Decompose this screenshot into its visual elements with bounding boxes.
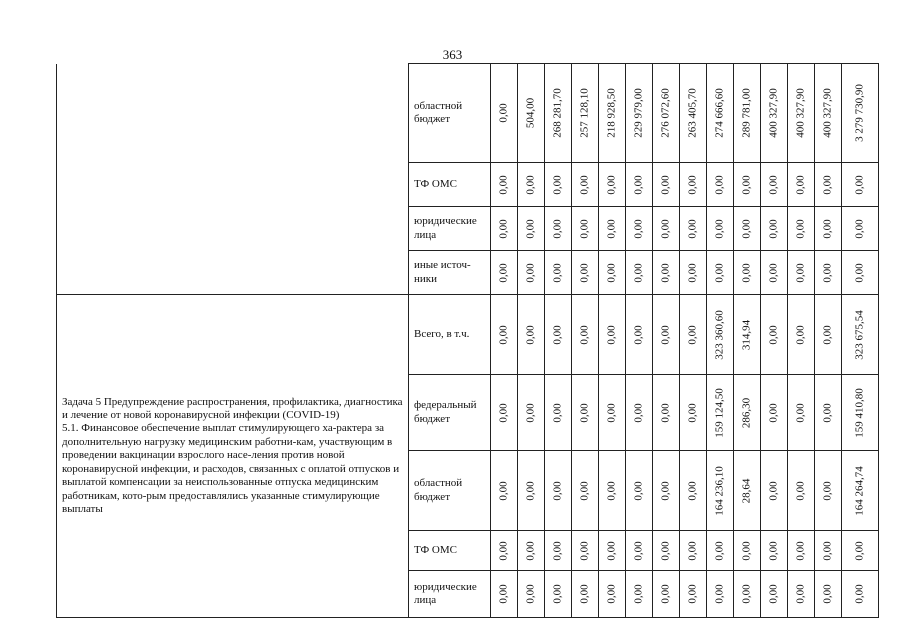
value-cell	[653, 295, 680, 375]
value-cell	[788, 531, 815, 571]
value-text: 28,64	[740, 478, 753, 503]
value-text: 0,00	[686, 262, 699, 283]
value-cell	[680, 571, 707, 618]
value-cell	[707, 64, 734, 163]
value-cell	[545, 207, 572, 251]
value-text: 0,00	[578, 402, 591, 423]
value-text: 286,30	[740, 397, 753, 428]
value-cell	[653, 571, 680, 618]
value-text: 0,00	[551, 584, 564, 604]
value-text: 0,00	[524, 584, 537, 604]
value-cell	[491, 451, 518, 531]
value-text: 0,00	[794, 584, 807, 604]
value-text: 0,00	[632, 218, 645, 239]
value-text: 0,00	[659, 218, 672, 239]
value-text: 0,00	[551, 480, 564, 501]
value-text: 0,00	[605, 218, 618, 239]
value-text: 159 410,80	[853, 387, 866, 438]
value-text: 0,00	[853, 218, 866, 239]
value-cell	[572, 531, 599, 571]
value-cell	[626, 571, 653, 618]
value-text: 274 666,60	[713, 88, 726, 138]
value-cell	[572, 207, 599, 251]
value-text: 0,00	[853, 584, 866, 604]
value-cell	[491, 207, 518, 251]
funding-source: юридические лица	[409, 207, 491, 251]
value-cell	[815, 531, 842, 571]
value-text: 0,00	[767, 262, 780, 283]
value-cell	[599, 295, 626, 375]
value-cell	[734, 531, 761, 571]
value-cell	[788, 163, 815, 207]
value-text: 314,94	[740, 319, 753, 350]
value-text: 0,00	[713, 218, 726, 239]
value-text: 0,00	[821, 584, 834, 604]
value-cell	[815, 571, 842, 618]
value-cell	[545, 531, 572, 571]
value-cell	[815, 375, 842, 451]
funding-source: ТФ ОМС	[409, 531, 491, 571]
value-text: 504,00	[524, 97, 537, 129]
value-text: 0,00	[853, 540, 866, 561]
value-text: 0,00	[497, 174, 510, 195]
value-cell	[518, 571, 545, 618]
value-cell	[842, 207, 879, 251]
value-cell	[842, 251, 879, 295]
value-cell	[680, 207, 707, 251]
value-cell	[734, 295, 761, 375]
value-cell	[815, 207, 842, 251]
value-cell	[626, 207, 653, 251]
value-text: 0,00	[686, 584, 699, 604]
value-cell	[680, 451, 707, 531]
blank-cell	[57, 64, 409, 295]
value-cell	[518, 451, 545, 531]
value-text: 0,00	[497, 218, 510, 239]
value-text: 0,00	[605, 480, 618, 501]
value-cell	[653, 64, 680, 163]
value-text: 0,00	[659, 480, 672, 501]
value-cell	[761, 64, 788, 163]
value-text: 0,00	[578, 540, 591, 561]
value-cell	[734, 207, 761, 251]
value-cell	[842, 451, 879, 531]
value-cell	[491, 163, 518, 207]
value-text: 0,00	[632, 174, 645, 195]
value-text: 164 236,10	[713, 465, 726, 516]
value-text: 0,00	[686, 540, 699, 561]
value-text: 218 928,50	[605, 88, 618, 138]
budget-table	[56, 63, 879, 618]
value-cell	[626, 64, 653, 163]
value-text: 0,00	[551, 262, 564, 283]
value-text: 400 327,90	[794, 88, 807, 138]
value-cell	[653, 163, 680, 207]
value-text: 0,00	[605, 402, 618, 423]
value-text: 0,00	[686, 218, 699, 239]
value-text: 0,00	[821, 402, 834, 423]
value-text: 0,00	[821, 262, 834, 283]
value-cell	[653, 251, 680, 295]
value-cell	[815, 64, 842, 163]
value-text: 0,00	[659, 540, 672, 561]
value-text: 0,00	[497, 324, 510, 345]
value-text: 0,00	[524, 480, 537, 501]
value-text: 0,00	[686, 402, 699, 423]
value-cell	[491, 251, 518, 295]
value-text: 0,00	[551, 324, 564, 345]
value-text: 0,00	[821, 480, 834, 501]
value-cell	[842, 375, 879, 451]
value-cell	[545, 571, 572, 618]
value-cell	[707, 531, 734, 571]
value-text: 0,00	[740, 540, 753, 561]
value-cell	[734, 251, 761, 295]
value-cell	[491, 375, 518, 451]
value-cell	[707, 375, 734, 451]
value-cell	[572, 163, 599, 207]
value-text: 0,00	[578, 218, 591, 239]
value-cell	[707, 163, 734, 207]
value-text: 289 781,00	[740, 88, 753, 138]
value-cell	[545, 295, 572, 375]
value-text: 0,00	[632, 584, 645, 604]
value-text: 257 128,10	[578, 88, 591, 138]
value-cell	[491, 571, 518, 618]
value-cell	[707, 207, 734, 251]
value-text: 0,00	[524, 402, 537, 423]
value-text: 268 281,70	[551, 88, 564, 138]
value-text: 0,00	[767, 402, 780, 423]
value-cell	[788, 64, 815, 163]
value-cell	[491, 64, 518, 163]
value-cell	[518, 531, 545, 571]
value-cell	[842, 64, 879, 163]
value-text: 0,00	[605, 584, 618, 604]
value-text: 0,00	[713, 540, 726, 561]
value-cell	[572, 451, 599, 531]
value-cell	[815, 451, 842, 531]
value-cell	[599, 163, 626, 207]
value-cell	[599, 207, 626, 251]
value-cell	[518, 163, 545, 207]
value-text: 0,00	[767, 174, 780, 195]
value-text: 0,00	[821, 324, 834, 345]
value-text: 0,00	[686, 174, 699, 195]
value-cell	[518, 295, 545, 375]
value-text: 0,00	[659, 324, 672, 345]
value-cell	[572, 571, 599, 618]
value-text: 0,00	[578, 480, 591, 501]
value-text: 0,00	[794, 262, 807, 283]
page-number: 363	[442, 47, 463, 62]
value-text: 0,00	[524, 262, 537, 283]
value-text: 0,00	[497, 103, 510, 123]
value-text: 0,00	[794, 174, 807, 195]
value-text: 0,00	[578, 174, 591, 195]
value-cell	[734, 451, 761, 531]
value-cell	[518, 375, 545, 451]
value-cell	[626, 295, 653, 375]
value-cell	[518, 207, 545, 251]
value-cell	[680, 295, 707, 375]
value-text: 0,00	[497, 540, 510, 561]
value-cell	[815, 251, 842, 295]
value-cell	[626, 163, 653, 207]
value-text: 229 979,00	[632, 88, 645, 138]
funding-source: областной бюджет	[409, 64, 491, 163]
funding-source: ТФ ОМС	[409, 163, 491, 207]
value-text: 0,00	[767, 584, 780, 604]
value-text: 400 327,90	[821, 88, 834, 138]
value-text: 0,00	[713, 262, 726, 283]
value-cell	[761, 251, 788, 295]
value-text: 0,00	[551, 540, 564, 561]
value-cell	[653, 451, 680, 531]
value-text: 0,00	[578, 262, 591, 283]
funding-source: Всего, в т.ч.	[409, 295, 491, 375]
value-cell	[599, 375, 626, 451]
value-cell	[788, 571, 815, 618]
value-cell	[788, 207, 815, 251]
value-cell	[842, 571, 879, 618]
value-cell	[788, 451, 815, 531]
value-text: 0,00	[605, 174, 618, 195]
value-cell	[599, 531, 626, 571]
value-text: 0,00	[853, 174, 866, 195]
value-cell	[653, 531, 680, 571]
value-cell	[545, 163, 572, 207]
value-text: 0,00	[794, 540, 807, 561]
value-text: 0,00	[632, 324, 645, 345]
value-text: 0,00	[659, 402, 672, 423]
value-text: 0,00	[497, 584, 510, 604]
value-cell	[707, 251, 734, 295]
value-text: 0,00	[524, 324, 537, 345]
value-text: 3 279 730,90	[853, 84, 866, 142]
value-cell	[545, 251, 572, 295]
value-text: 0,00	[551, 174, 564, 195]
value-text: 0,00	[821, 540, 834, 561]
value-text: 0,00	[578, 324, 591, 345]
value-cell	[842, 295, 879, 375]
value-cell	[788, 295, 815, 375]
value-text: 0,00	[740, 174, 753, 195]
value-text: 0,00	[767, 480, 780, 501]
value-cell	[626, 531, 653, 571]
value-cell	[734, 375, 761, 451]
value-text: 0,00	[605, 540, 618, 561]
value-text: 0,00	[713, 174, 726, 195]
task-description-cell	[57, 295, 409, 618]
value-cell	[734, 163, 761, 207]
value-text: 164 264,74	[853, 465, 866, 516]
value-cell	[680, 531, 707, 571]
value-cell	[572, 251, 599, 295]
funding-source: областной бюджет	[409, 451, 491, 531]
value-text: 0,00	[659, 584, 672, 604]
value-cell	[599, 451, 626, 531]
task-title: Задача 5 Предупреждение распространения, профилактика, диагностика и лечение от новой коронавирусной инфекции (COVID-19)	[62, 395, 403, 422]
value-text: 0,00	[551, 402, 564, 423]
value-text: 0,00	[686, 480, 699, 501]
value-cell	[707, 295, 734, 375]
value-text: 0,00	[605, 262, 618, 283]
value-cell	[545, 451, 572, 531]
value-text: 159 124,50	[713, 387, 726, 438]
value-cell	[680, 375, 707, 451]
value-cell	[761, 295, 788, 375]
value-text: 0,00	[767, 218, 780, 239]
value-text: 0,00	[659, 174, 672, 195]
value-cell	[761, 531, 788, 571]
value-text: 0,00	[524, 540, 537, 561]
value-cell	[788, 251, 815, 295]
value-cell	[545, 64, 572, 163]
value-cell	[815, 163, 842, 207]
value-text: 0,00	[821, 218, 834, 239]
value-cell	[761, 207, 788, 251]
value-cell	[815, 295, 842, 375]
value-text: 0,00	[497, 480, 510, 501]
value-text: 0,00	[740, 584, 753, 604]
value-cell	[761, 375, 788, 451]
table-row	[57, 295, 879, 375]
value-text: 0,00	[794, 402, 807, 423]
value-cell	[734, 64, 761, 163]
funding-source: федеральный бюджет	[409, 375, 491, 451]
value-text: 0,00	[551, 218, 564, 239]
value-text: 0,00	[821, 174, 834, 195]
value-text: 0,00	[713, 584, 726, 604]
value-text: 0,00	[740, 262, 753, 283]
value-text: 0,00	[794, 480, 807, 501]
value-text: 0,00	[794, 218, 807, 239]
value-cell	[491, 295, 518, 375]
value-cell	[545, 375, 572, 451]
value-cell	[680, 251, 707, 295]
funding-source: иные источ-ники	[409, 251, 491, 295]
value-text: 0,00	[632, 480, 645, 501]
value-text: 0,00	[578, 584, 591, 604]
value-text: 0,00	[794, 324, 807, 345]
value-cell	[626, 451, 653, 531]
value-cell	[761, 571, 788, 618]
value-text: 0,00	[767, 324, 780, 345]
value-cell	[842, 531, 879, 571]
value-cell	[761, 163, 788, 207]
value-cell	[653, 375, 680, 451]
value-text: 323 675,54	[853, 309, 866, 360]
value-cell	[761, 451, 788, 531]
value-text: 400 327,90	[767, 88, 780, 138]
value-cell	[842, 163, 879, 207]
value-text: 0,00	[605, 324, 618, 345]
funding-source: юридические лица	[409, 571, 491, 618]
value-text: 0,00	[767, 540, 780, 561]
value-cell	[707, 571, 734, 618]
value-cell	[599, 251, 626, 295]
value-text: 263 405,70	[686, 88, 699, 138]
value-text: 0,00	[632, 262, 645, 283]
value-cell	[572, 375, 599, 451]
task-subitem: 5.1. Финансовое обеспечение выплат стимулирующего ха-рактера за дополнительную нагрузку медицинским работни-кам, участвующим в проведении вакцинации взрослого насе-ления против новой коронавирусной инфекции, и расходов, связанных с оплатой отпусков и выплатой компенсации за неиспользованные отпуска медицинским работникам, кото-рым предоставлялись указанные стимулирующие выплаты	[62, 422, 400, 515]
value-cell	[491, 531, 518, 571]
value-cell	[734, 571, 761, 618]
value-text: 0,00	[524, 218, 537, 239]
value-text: 323 360,60	[713, 309, 726, 360]
value-text: 0,00	[632, 402, 645, 423]
value-text: 0,00	[497, 262, 510, 283]
value-cell	[518, 251, 545, 295]
value-cell	[572, 64, 599, 163]
value-cell	[599, 64, 626, 163]
value-text: 0,00	[524, 174, 537, 195]
value-text: 0,00	[632, 540, 645, 561]
value-cell	[707, 451, 734, 531]
value-cell	[680, 163, 707, 207]
value-text: 0,00	[686, 324, 699, 345]
value-cell	[788, 375, 815, 451]
value-cell	[626, 251, 653, 295]
value-text: 0,00	[659, 262, 672, 283]
value-text: 0,00	[853, 262, 866, 283]
value-cell	[572, 295, 599, 375]
value-cell	[680, 64, 707, 163]
table-row	[57, 64, 879, 163]
value-cell	[653, 207, 680, 251]
value-text: 0,00	[740, 218, 753, 239]
value-cell	[626, 375, 653, 451]
value-cell	[518, 64, 545, 163]
value-text: 276 072,60	[659, 88, 672, 138]
value-text: 0,00	[497, 402, 510, 423]
value-cell	[599, 571, 626, 618]
